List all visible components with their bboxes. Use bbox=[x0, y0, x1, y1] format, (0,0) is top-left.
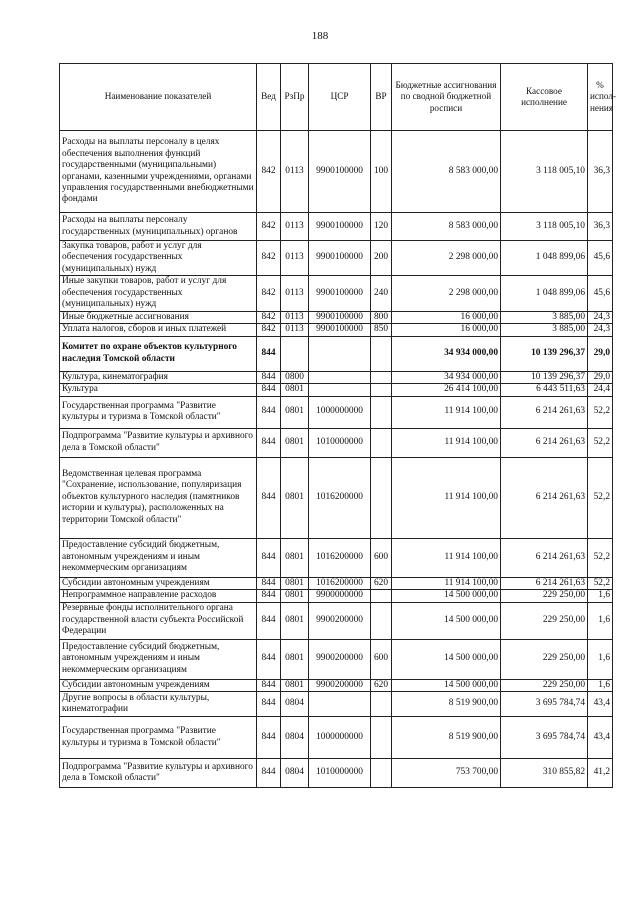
row-budget: 8 519 900,00 bbox=[392, 717, 501, 759]
row-ved: 842 bbox=[257, 311, 281, 323]
row-vr bbox=[371, 759, 392, 788]
row-csr bbox=[309, 336, 371, 371]
row-budget: 11 914 100,00 bbox=[392, 577, 501, 589]
row-cash: 3 118 005,10 bbox=[501, 213, 588, 241]
row-ved: 844 bbox=[257, 428, 281, 457]
row-ved: 844 bbox=[257, 396, 281, 428]
row-csr: 9900100000 bbox=[309, 276, 371, 311]
table-row bbox=[60, 241, 613, 276]
row-ved: 844 bbox=[257, 590, 281, 602]
row-vr bbox=[371, 371, 392, 383]
row-cash: 3 885,00 bbox=[501, 324, 588, 336]
row-csr: 1016200000 bbox=[309, 577, 371, 589]
row-pct: 41,2 bbox=[588, 759, 613, 788]
row-budget: 16 000,00 bbox=[392, 311, 501, 323]
row-rzpr: 0801 bbox=[281, 384, 309, 396]
row-cash: 3 118 005,10 bbox=[501, 131, 588, 213]
row-ved: 844 bbox=[257, 538, 281, 577]
row-csr: 9900100000 bbox=[309, 131, 371, 213]
row-pct: 45,6 bbox=[588, 241, 613, 276]
row-name: Иные бюджетные ассигнования bbox=[60, 311, 257, 323]
row-vr: 620 bbox=[371, 577, 392, 589]
row-name: Культура, кинематография bbox=[60, 371, 257, 383]
row-vr: 620 bbox=[371, 679, 392, 691]
row-name: Субсидии автономным учреждениям bbox=[60, 679, 257, 691]
header-budget: Бюджетные ассигнования по сводной бюджетной росписи bbox=[392, 64, 501, 131]
row-vr bbox=[371, 336, 392, 371]
row-name: Расходы на выплаты персоналу государственных (муниципальных) органов bbox=[60, 213, 257, 241]
row-vr: 200 bbox=[371, 241, 392, 276]
row-ved: 842 bbox=[257, 324, 281, 336]
row-csr: 1000000000 bbox=[309, 717, 371, 759]
row-name: Ведомственная целевая программа "Сохранение, использование, популяризация объектов культурного наследия (памятников истории и культуры), расположенных на территории Томской области" bbox=[60, 457, 257, 538]
row-name: Непрограммное направление расходов bbox=[60, 590, 257, 602]
row-name: Предоставление субсидий бюджетным, автономным учреждениям и иным некоммерческим организациям bbox=[60, 639, 257, 679]
row-budget: 2 298 000,00 bbox=[392, 276, 501, 311]
row-rzpr: 0804 bbox=[281, 692, 309, 717]
row-ved: 844 bbox=[257, 679, 281, 691]
row-name: Государственная программа "Развитие культуры и туризма в Томской области" bbox=[60, 717, 257, 759]
row-pct: 52,2 bbox=[588, 538, 613, 577]
row-pct: 43,4 bbox=[588, 692, 613, 717]
row-rzpr: 0801 bbox=[281, 428, 309, 457]
row-vr: 120 bbox=[371, 213, 392, 241]
row-cash: 6 443 511,63 bbox=[501, 384, 588, 396]
row-pct: 1,6 bbox=[588, 679, 613, 691]
row-rzpr: 0113 bbox=[281, 241, 309, 276]
table-row bbox=[60, 311, 613, 323]
row-ved: 842 bbox=[257, 213, 281, 241]
header-pct: % испол-нения bbox=[588, 64, 613, 131]
row-vr bbox=[371, 396, 392, 428]
row-ved: 844 bbox=[257, 577, 281, 589]
row-ved: 842 bbox=[257, 276, 281, 311]
row-rzpr: 0801 bbox=[281, 679, 309, 691]
row-pct: 1,6 bbox=[588, 639, 613, 679]
table-row bbox=[60, 590, 613, 602]
row-cash: 6 214 261,63 bbox=[501, 428, 588, 457]
row-ved: 844 bbox=[257, 717, 281, 759]
row-csr: 1000000000 bbox=[309, 396, 371, 428]
row-rzpr: 0113 bbox=[281, 324, 309, 336]
row-pct: 52,2 bbox=[588, 577, 613, 589]
row-csr: 9900100000 bbox=[309, 311, 371, 323]
row-vr bbox=[371, 457, 392, 538]
row-ved: 844 bbox=[257, 759, 281, 788]
table-row bbox=[60, 213, 613, 241]
row-cash: 10 139 296,37 bbox=[501, 336, 588, 371]
row-vr: 600 bbox=[371, 639, 392, 679]
row-cash: 3 695 784,74 bbox=[501, 717, 588, 759]
row-cash: 229 250,00 bbox=[501, 590, 588, 602]
row-rzpr: 0801 bbox=[281, 590, 309, 602]
row-budget: 8 519 900,00 bbox=[392, 692, 501, 717]
row-name: Комитет по охране объектов культурного наследия Томской области bbox=[60, 336, 257, 371]
table-row bbox=[60, 692, 613, 717]
table-row bbox=[60, 371, 613, 383]
table-header-row bbox=[60, 64, 613, 131]
row-csr: 9900200000 bbox=[309, 602, 371, 639]
row-ved: 844 bbox=[257, 336, 281, 371]
row-budget: 14 500 000,00 bbox=[392, 590, 501, 602]
header-csr: ЦСР bbox=[309, 64, 371, 131]
row-rzpr: 0801 bbox=[281, 639, 309, 679]
row-vr: 100 bbox=[371, 131, 392, 213]
row-rzpr: 0804 bbox=[281, 759, 309, 788]
row-budget: 11 914 100,00 bbox=[392, 538, 501, 577]
row-ved: 844 bbox=[257, 602, 281, 639]
row-pct: 1,6 bbox=[588, 602, 613, 639]
row-name: Предоставление субсидий бюджетным, автономным учреждениям и иным некоммерческим организациям bbox=[60, 538, 257, 577]
row-csr: 9900000000 bbox=[309, 590, 371, 602]
row-rzpr: 0801 bbox=[281, 457, 309, 538]
table-row bbox=[60, 384, 613, 396]
row-rzpr: 0113 bbox=[281, 311, 309, 323]
row-rzpr: 0113 bbox=[281, 276, 309, 311]
table-row bbox=[60, 639, 613, 679]
row-ved: 844 bbox=[257, 692, 281, 717]
row-name: Уплата налогов, сборов и иных платежей bbox=[60, 324, 257, 336]
row-pct: 52,2 bbox=[588, 457, 613, 538]
row-budget: 14 500 000,00 bbox=[392, 639, 501, 679]
header-vr: ВР bbox=[371, 64, 392, 131]
row-csr: 1010000000 bbox=[309, 759, 371, 788]
row-budget: 11 914 100,00 bbox=[392, 428, 501, 457]
row-pct: 45,6 bbox=[588, 276, 613, 311]
row-cash: 10 139 296,37 bbox=[501, 371, 588, 383]
row-pct: 36,3 bbox=[588, 213, 613, 241]
row-ved: 844 bbox=[257, 371, 281, 383]
table-row bbox=[60, 759, 613, 788]
row-cash: 1 048 899,06 bbox=[501, 241, 588, 276]
row-name: Подпрограмма "Развитие культуры и архивного дела в Томской области" bbox=[60, 428, 257, 457]
row-budget: 14 500 000,00 bbox=[392, 679, 501, 691]
header-rzpr: РзПр bbox=[281, 64, 309, 131]
row-cash: 310 855,82 bbox=[501, 759, 588, 788]
row-rzpr: 0801 bbox=[281, 396, 309, 428]
row-csr: 9900100000 bbox=[309, 241, 371, 276]
table-row bbox=[60, 457, 613, 538]
header-ved: Вед bbox=[257, 64, 281, 131]
row-budget: 34 934 000,00 bbox=[392, 336, 501, 371]
row-rzpr: 0113 bbox=[281, 213, 309, 241]
row-name: Другие вопросы в области культуры, кинематографии bbox=[60, 692, 257, 717]
row-ved: 842 bbox=[257, 131, 281, 213]
row-name: Субсидии автономным учреждениям bbox=[60, 577, 257, 589]
row-vr bbox=[371, 602, 392, 639]
row-pct: 52,2 bbox=[588, 396, 613, 428]
table-row bbox=[60, 336, 613, 371]
row-name: Культура bbox=[60, 384, 257, 396]
row-name: Закупка товаров, работ и услуг для обеспечения государственных (муниципальных) нужд bbox=[60, 241, 257, 276]
row-budget: 753 700,00 bbox=[392, 759, 501, 788]
table-row bbox=[60, 276, 613, 311]
row-csr: 1016200000 bbox=[309, 538, 371, 577]
row-pct: 52,2 bbox=[588, 428, 613, 457]
row-rzpr bbox=[281, 336, 309, 371]
row-rzpr: 0801 bbox=[281, 577, 309, 589]
row-vr bbox=[371, 428, 392, 457]
row-rzpr: 0804 bbox=[281, 717, 309, 759]
row-csr bbox=[309, 384, 371, 396]
row-csr bbox=[309, 692, 371, 717]
row-name: Государственная программа "Развитие культуры и туризма в Томской области" bbox=[60, 396, 257, 428]
page-number: 188 bbox=[311, 30, 329, 42]
row-cash: 3 695 784,74 bbox=[501, 692, 588, 717]
table-row bbox=[60, 396, 613, 428]
row-ved: 844 bbox=[257, 384, 281, 396]
row-budget: 8 583 000,00 bbox=[392, 131, 501, 213]
row-pct: 24,4 bbox=[588, 384, 613, 396]
row-vr bbox=[371, 384, 392, 396]
row-vr: 850 bbox=[371, 324, 392, 336]
row-cash: 6 214 261,63 bbox=[501, 577, 588, 589]
row-csr: 1016200000 bbox=[309, 457, 371, 538]
row-csr bbox=[309, 371, 371, 383]
row-cash: 6 214 261,63 bbox=[501, 538, 588, 577]
row-pct: 24,3 bbox=[588, 311, 613, 323]
row-cash: 3 885,00 bbox=[501, 311, 588, 323]
row-budget: 2 298 000,00 bbox=[392, 241, 501, 276]
row-pct: 43,4 bbox=[588, 717, 613, 759]
row-csr: 9900200000 bbox=[309, 639, 371, 679]
row-name: Иные закупки товаров, работ и услуг для обеспечения государственных (муниципальных) нужд bbox=[60, 276, 257, 311]
table-row bbox=[60, 131, 613, 213]
row-cash: 6 214 261,63 bbox=[501, 396, 588, 428]
row-cash: 229 250,00 bbox=[501, 602, 588, 639]
table-row bbox=[60, 428, 613, 457]
row-budget: 11 914 100,00 bbox=[392, 457, 501, 538]
row-cash: 6 214 261,63 bbox=[501, 457, 588, 538]
budget-execution-table bbox=[59, 63, 617, 788]
row-csr: 9900200000 bbox=[309, 679, 371, 691]
row-csr: 1010000000 bbox=[309, 428, 371, 457]
table-row bbox=[60, 577, 613, 589]
table-row bbox=[60, 324, 613, 336]
row-budget: 34 934 000,00 bbox=[392, 371, 501, 383]
row-ved: 844 bbox=[257, 457, 281, 538]
row-budget: 8 583 000,00 bbox=[392, 213, 501, 241]
row-vr bbox=[371, 692, 392, 717]
row-ved: 842 bbox=[257, 241, 281, 276]
row-budget: 26 414 100,00 bbox=[392, 384, 501, 396]
row-vr bbox=[371, 717, 392, 759]
row-budget: 11 914 100,00 bbox=[392, 396, 501, 428]
row-vr bbox=[371, 590, 392, 602]
row-pct: 1,6 bbox=[588, 590, 613, 602]
row-vr: 800 bbox=[371, 311, 392, 323]
row-cash: 1 048 899,06 bbox=[501, 276, 588, 311]
header-cash: Кассовое исполнение bbox=[501, 64, 588, 131]
row-vr: 600 bbox=[371, 538, 392, 577]
row-pct: 29,0 bbox=[588, 336, 613, 371]
table-row bbox=[60, 717, 613, 759]
row-rzpr: 0113 bbox=[281, 131, 309, 213]
header-name: Наименование показателей bbox=[60, 64, 257, 131]
row-csr: 9900100000 bbox=[309, 213, 371, 241]
row-csr: 9900100000 bbox=[309, 324, 371, 336]
row-name: Расходы на выплаты персоналу в целях обеспечения выполнения функций государственными (муниципальными) органами, казенными учреждениями, органами управления государственными внебюджетными фондами bbox=[60, 131, 257, 213]
row-rzpr: 0801 bbox=[281, 602, 309, 639]
table-row bbox=[60, 538, 613, 577]
row-ved: 844 bbox=[257, 639, 281, 679]
row-name: Подпрограмма "Развитие культуры и архивного дела в Томской области" bbox=[60, 759, 257, 788]
row-budget: 16 000,00 bbox=[392, 324, 501, 336]
row-rzpr: 0800 bbox=[281, 371, 309, 383]
row-budget: 14 500 000,00 bbox=[392, 602, 501, 639]
row-pct: 36,3 bbox=[588, 131, 613, 213]
row-pct: 29,0 bbox=[588, 371, 613, 383]
row-cash: 229 250,00 bbox=[501, 679, 588, 691]
row-cash: 229 250,00 bbox=[501, 639, 588, 679]
row-name: Резервные фонды исполнительного органа государственной власти субъекта Российской Федерации bbox=[60, 602, 257, 639]
table-row bbox=[60, 602, 613, 639]
row-pct: 24,3 bbox=[588, 324, 613, 336]
row-vr: 240 bbox=[371, 276, 392, 311]
table-row bbox=[60, 679, 613, 691]
row-rzpr: 0801 bbox=[281, 538, 309, 577]
